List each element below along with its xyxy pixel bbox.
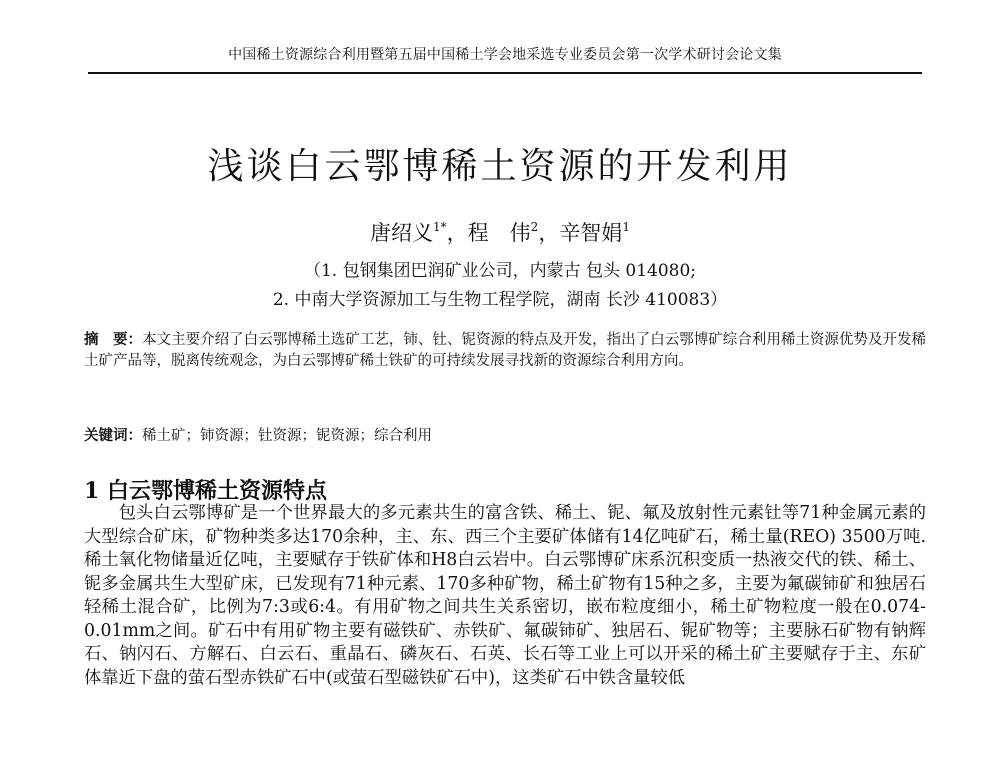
keywords-text: 稀土矿；铈资源；钍资源；铌资源；综合利用 <box>142 428 432 444</box>
author-affiliation-mark: 1* <box>433 220 447 234</box>
abstract-text: 本文主要介绍了白云鄂博稀土选矿工艺，铈、钍、铌资源的特点及开发，指出了白云鄂博矿综合利用稀土资源优势及开发稀土矿产品等，脱离传统观念，为白云鄂博矿稀土铁矿的可持续发展寻找新的资源综合利用方向。 <box>84 332 927 369</box>
author-separator: ， <box>446 221 468 245</box>
section-heading <box>84 474 327 505</box>
author-line <box>0 217 1000 247</box>
section-number: 1 <box>84 478 100 504</box>
affiliation-line: 2. 中南大学资源加工与生物工程学院，湖南 长沙 410083） <box>272 290 728 310</box>
body-paragraph: 包头白云鄂博矿是一个世界最大的多元素共生的富含铁、稀土、铌、氟及放射性元素钍等71种金属元素的大型综合矿床，矿物种类多达170余种，主、东、西三个主要矿体储有14亿吨矿石，稀土量(REO) 3500万吨.稀土氧化物储量近亿吨，主要赋存于铁矿体和H8白云岩中。白云鄂博矿床系沉积变质一热液交代的铁、稀土、铌多金属共生大型矿床，已发现有71种元素、170多种矿物，稀土矿物有15种之多，主要为氟碳铈矿和独居石轻稀土混合矿，比例为7:3或6:4。有用矿物之间共生关系密切，嵌布粒度细小，稀土矿物粒度一般在0.074-0.01mm之间。矿石中有用矿物主要有磁铁矿、赤铁矿、氟碳铈矿、独居石、铌矿物等；主要脉石矿物有钠辉石、钠闪石、方解石、白云石、重晶石、磷灰石、石英、长石等工业上可以开采的稀土矿主要赋存于主、东矿体靠近下盘的萤石型赤铁矿石中(或萤石型磁铁矿石中)，这类矿石中铁含量较低 <box>84 503 926 688</box>
affiliation-line: （1. 包钢集团巴润矿业公司，内蒙古 包头 014080; <box>303 261 697 281</box>
author-affiliation-mark: 1 <box>622 220 630 234</box>
section-title: 白云鄂博稀土资源特点 <box>106 478 327 504</box>
paper-title: 浅谈白云鄂博稀土资源的开发利用 <box>207 146 793 187</box>
author-affiliation-mark: 2 <box>530 220 539 234</box>
abstract <box>84 330 926 372</box>
keywords <box>84 426 926 447</box>
running-head: 中国稀土资源综合利用暨第五届中国稀土学会地采选专业委员会第一次学术研讨会论文集 <box>228 47 782 63</box>
keywords-label: 关键词： <box>84 428 142 444</box>
header-rule <box>88 72 922 74</box>
author-name: 唐绍义 <box>370 221 434 245</box>
author-separator: ， <box>538 221 560 245</box>
author-name: 辛智娟 <box>559 221 623 245</box>
abstract-label: 摘 要： <box>84 332 143 348</box>
author-name: 程 伟 <box>467 221 531 245</box>
